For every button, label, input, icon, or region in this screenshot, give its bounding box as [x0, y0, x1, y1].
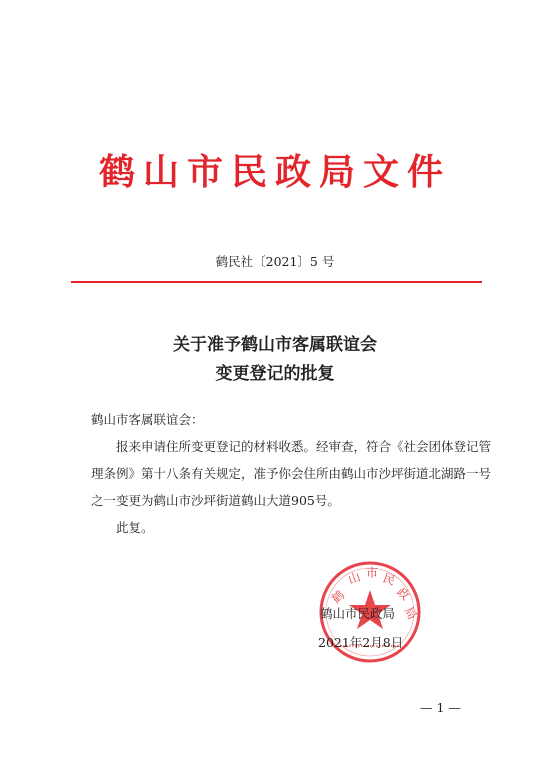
document-number: 鹤民社〔2021〕5 号 — [215, 254, 335, 269]
subject-line-2: 变更登记的批复 — [215, 364, 335, 384]
header-divider-rule — [71, 281, 482, 283]
svg-text:民: 民 — [380, 570, 398, 588]
issuer-signature: 鹤山市民政局 — [320, 606, 396, 621]
page-number: — 1 — — [420, 700, 461, 715]
closing-line: 此复。 — [116, 520, 154, 535]
svg-text:市: 市 — [366, 566, 379, 580]
svg-text:鹤: 鹤 — [328, 587, 348, 607]
svg-text:局: 局 — [401, 604, 420, 622]
document-header-title: 鹤山市民政局文件 — [98, 151, 451, 193]
document-body — [91, 406, 491, 541]
salutation: 鹤山市客属联谊会： — [91, 412, 204, 427]
body-paragraph: 报来申请住所变更登记的材料收悉。经审查，符合《社会团体登记管理条例》第十八条有关规定，准予你会住所由鹤山市沙坪街道北湖路一号之一变更为鹤山市沙坪街道鹤山大道905号。 — [91, 439, 492, 508]
subject-line-1: 关于准予鹤山市客属联谊会 — [173, 335, 377, 355]
document-subject — [0, 331, 550, 389]
issue-date: 2021年2月8日 — [318, 635, 404, 650]
svg-text:政: 政 — [394, 584, 413, 604]
svg-text:山: 山 — [346, 569, 363, 587]
